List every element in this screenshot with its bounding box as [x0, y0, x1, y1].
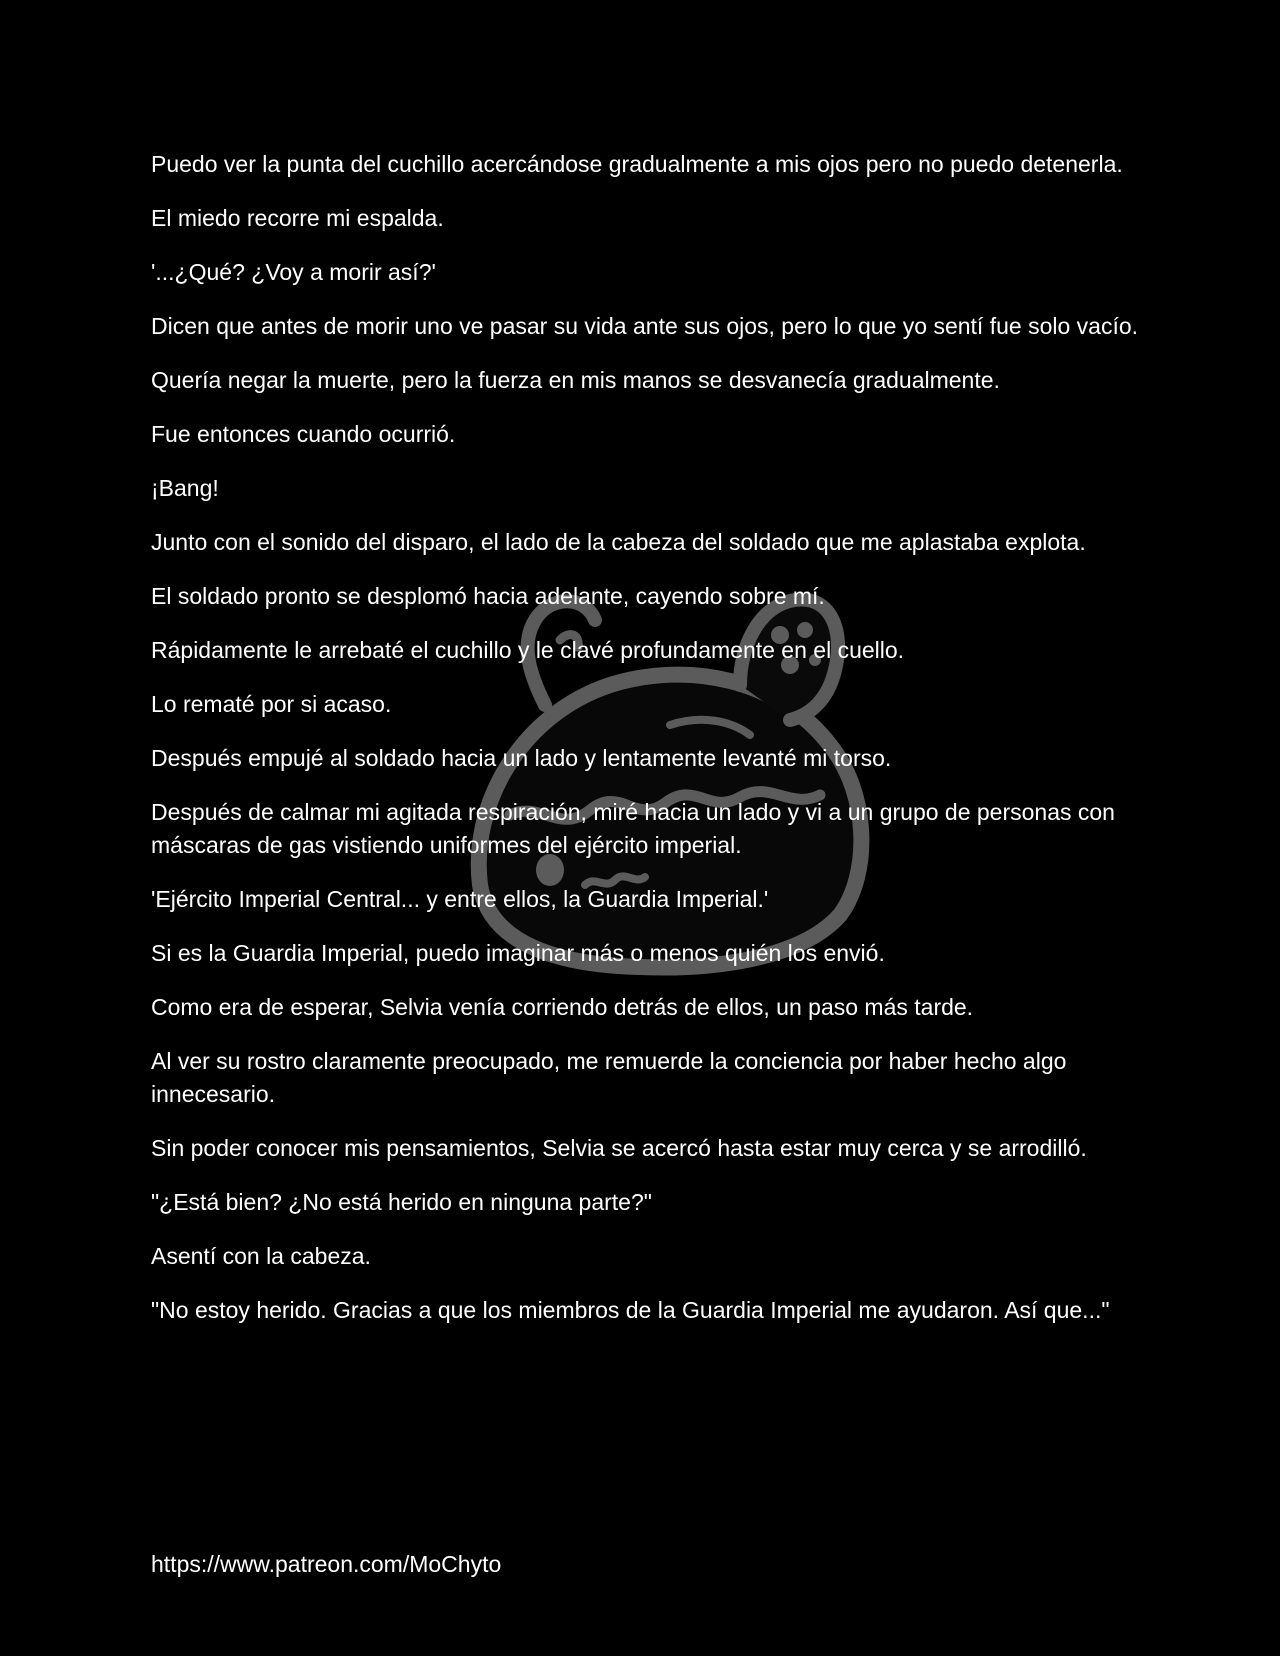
paragraph: "No estoy herido. Gracias a que los miembros de la Guardia Imperial me ayudaron. Así que...": [151, 1297, 1110, 1323]
paragraph: Quería negar la muerte, pero la fuerza en mis manos se desvanecía gradualmente.: [151, 367, 1000, 393]
paragraph: El miedo recorre mi espalda.: [151, 205, 444, 231]
paragraph: 'Ejército Imperial Central... y entre ellos, la Guardia Imperial.': [151, 886, 769, 912]
story-text: [151, 148, 1141, 1348]
paragraph: Dicen que antes de morir uno ve pasar su vida ante sus ojos, pero lo que yo sentí fue solo vacío.: [151, 313, 1139, 339]
paragraph: Junto con el sonido del disparo, el lado de la cabeza del soldado que me aplastaba explota.: [151, 529, 1086, 555]
paragraph: Fue entonces cuando ocurrió.: [151, 421, 456, 447]
paragraph: Sin poder conocer mis pensamientos, Selvia se acercó hasta estar muy cerca y se arrodilló.: [151, 1135, 1087, 1161]
paragraph: '...¿Qué? ¿Voy a morir así?': [151, 259, 436, 285]
paragraph: Como era de esperar, Selvia venía corriendo detrás de ellos, un paso más tarde.: [151, 994, 974, 1020]
paragraph: El soldado pronto se desplomó hacia adelante, cayendo sobre mí.: [151, 583, 825, 609]
paragraph: Después empujé al soldado hacia un lado y lentamente levanté mi torso.: [151, 745, 892, 771]
patreon-link[interactable]: https://www.patreon.com/MoChyto: [151, 1551, 502, 1577]
paragraph: Lo rematé por si acaso.: [151, 691, 392, 717]
paragraph: Asentí con la cabeza.: [151, 1243, 371, 1269]
paragraph: Puedo ver la punta del cuchillo acercándose gradualmente a mis ojos pero no puedo detenerla.: [151, 151, 1123, 177]
paragraph: Después de calmar mi agitada respiración, miré hacia un lado y vi a un grupo de personas con máscaras de gas vistiendo uniformes del ejército imperial.: [151, 799, 1115, 858]
paragraph: Rápidamente le arrebaté el cuchillo y le clavé profundamente en el cuello.: [151, 637, 905, 663]
paragraph: Si es la Guardia Imperial, puedo imaginar más o menos quién los envió.: [151, 940, 885, 966]
paragraph: "¿Está bien? ¿No está herido en ninguna parte?": [151, 1189, 652, 1215]
paragraph: ¡Bang!: [151, 475, 219, 501]
paragraph: Al ver su rostro claramente preocupado, me remuerde la conciencia por haber hecho algo innecesario.: [151, 1048, 1067, 1107]
